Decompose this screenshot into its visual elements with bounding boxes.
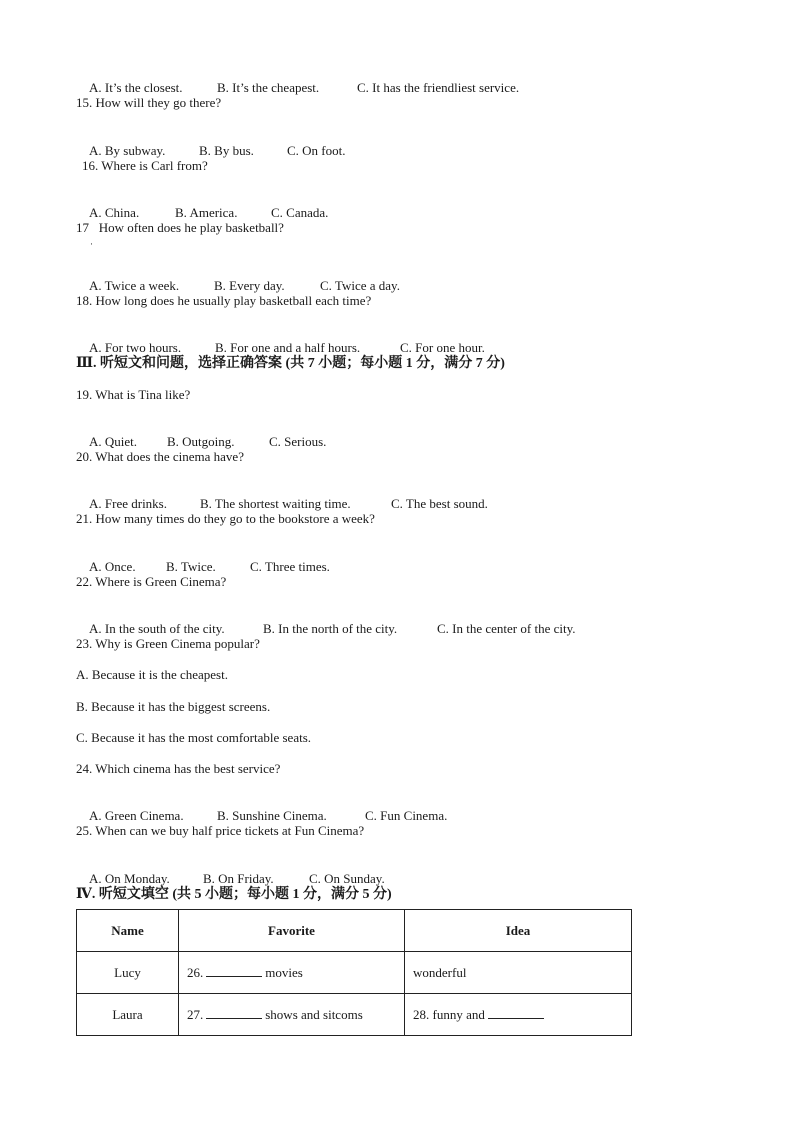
answer-blank[interactable] bbox=[488, 1006, 544, 1019]
q15-option-c: C. On foot. bbox=[287, 143, 346, 158]
q18-question: 18. How long does he usually play basketball each time? bbox=[76, 293, 372, 308]
q24-question: 24. Which cinema has the best service? bbox=[76, 761, 281, 776]
q16-question: 16. Where is Carl from? bbox=[82, 158, 208, 173]
table-row bbox=[77, 994, 632, 1036]
q15-option-a: A. By subway. bbox=[89, 143, 166, 158]
idea-text: wonderful bbox=[413, 964, 467, 980]
q21-question: 21. How many times do they go to the bookstore a week? bbox=[76, 511, 375, 526]
header-favorite: Favorite bbox=[179, 910, 405, 952]
answer-blank[interactable] bbox=[206, 964, 262, 977]
q17-option-c: C. Twice a day. bbox=[320, 278, 400, 293]
q16-option-a: A. China. bbox=[89, 205, 140, 220]
q19-option-c: C. Serious. bbox=[269, 434, 327, 449]
q16-option-b: B. America. bbox=[175, 205, 238, 220]
q15-question: 15. How will they go there? bbox=[76, 95, 222, 110]
q24-option-c: C. Fun Cinema. bbox=[365, 808, 448, 823]
header-idea: Idea bbox=[405, 910, 632, 952]
q22-option-a: A. In the south of the city. bbox=[89, 621, 225, 636]
question-number: 26. bbox=[187, 965, 204, 980]
section-3-heading: Ⅲ. 听短文和问题，选择正确答案 (共 7 小题；每小题 1 分，满分 7 分) bbox=[76, 356, 505, 371]
q17-option-a: A. Twice a week. bbox=[89, 278, 180, 293]
q25-option-c: C. On Sunday. bbox=[309, 871, 385, 886]
q21-option-c: C. Three times. bbox=[250, 559, 330, 574]
fill-in-table bbox=[76, 909, 632, 1036]
header-name: Name bbox=[77, 910, 179, 952]
q18-option-b: B. For one and a half hours. bbox=[215, 340, 361, 355]
idea-text: 28. funny and bbox=[413, 1007, 485, 1022]
q17-option-b: B. Every day. bbox=[214, 278, 285, 293]
row-name: Laura bbox=[77, 994, 179, 1036]
section-4-heading: Ⅳ. 听短文填空 (共 5 小题；每小题 1 分，满分 5 分) bbox=[76, 887, 392, 902]
q18-option-a: A. For two hours. bbox=[89, 340, 182, 355]
row-favorite bbox=[179, 952, 405, 994]
q22-option-c: C. In the center of the city. bbox=[437, 621, 576, 636]
q23-option-c: C. Because it has the most comfortable seats. bbox=[76, 730, 312, 745]
q20-option-c: C. The best sound. bbox=[391, 496, 488, 511]
q18-option-c: C. For one hour. bbox=[400, 340, 485, 355]
q23-question: 23. Why is Green Cinema popular? bbox=[76, 636, 260, 651]
q14-option-a: A. It’s the closest. bbox=[89, 80, 183, 95]
q22-option-b: B. In the north of the city. bbox=[263, 621, 398, 636]
q16-option-c: C. Canada. bbox=[271, 205, 329, 220]
stray-dot: · bbox=[90, 239, 93, 249]
q14-option-b: B. It’s the cheapest. bbox=[217, 80, 320, 95]
q20-option-a: A. Free drinks. bbox=[89, 496, 167, 511]
row-favorite bbox=[179, 994, 405, 1036]
q17-question: 17 How often does he play basketball? bbox=[76, 220, 284, 235]
q25-option-a: A. On Monday. bbox=[89, 871, 170, 886]
favorite-text: movies bbox=[265, 965, 303, 980]
q14-option-c: C. It has the friendliest service. bbox=[357, 80, 520, 95]
table-header-row bbox=[77, 910, 632, 952]
answer-blank[interactable] bbox=[206, 1006, 262, 1019]
q20-question: 20. What does the cinema have? bbox=[76, 449, 244, 464]
q23-option-a: A. Because it is the cheapest. bbox=[76, 667, 228, 682]
q25-option-b: B. On Friday. bbox=[203, 871, 274, 886]
row-name: Lucy bbox=[77, 952, 179, 994]
favorite-text: shows and sitcoms bbox=[265, 1007, 363, 1022]
q19-question: 19. What is Tina like? bbox=[76, 387, 191, 402]
q21-option-b: B. Twice. bbox=[166, 559, 216, 574]
q23-option-b: B. Because it has the biggest screens. bbox=[76, 699, 271, 714]
q19-option-a: A. Quiet. bbox=[89, 434, 138, 449]
row-idea bbox=[405, 994, 632, 1036]
table-row bbox=[77, 952, 632, 994]
q24-option-b: B. Sunshine Cinema. bbox=[217, 808, 327, 823]
q15-option-b: B. By bus. bbox=[199, 143, 254, 158]
q21-option-a: A. Once. bbox=[89, 559, 136, 574]
q25-question: 25. When can we buy half price tickets at Fun Cinema? bbox=[76, 823, 365, 838]
q24-option-a: A. Green Cinema. bbox=[89, 808, 184, 823]
q22-question: 22. Where is Green Cinema? bbox=[76, 574, 227, 589]
q19-option-b: B. Outgoing. bbox=[167, 434, 235, 449]
question-number: 27. bbox=[187, 1007, 204, 1022]
q20-option-b: B. The shortest waiting time. bbox=[200, 496, 351, 511]
row-idea bbox=[405, 952, 632, 994]
